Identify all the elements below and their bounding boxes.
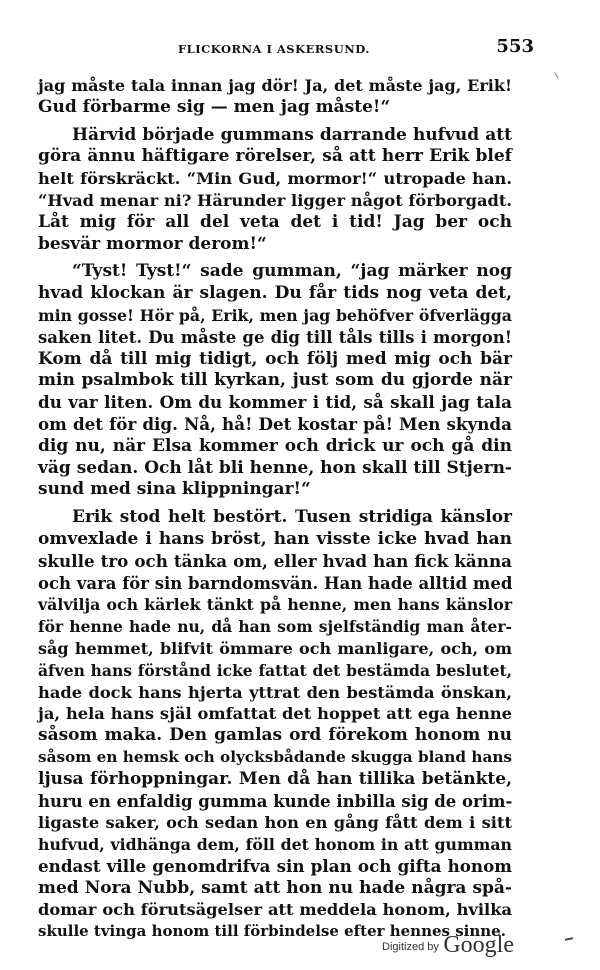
text-line: äfven hans förstånd icke fattat det bestämda beslutet, [38, 660, 512, 680]
text-line: min gosse! Hör på, Erik, men jag behöfver öfverlägga [38, 305, 512, 325]
text-line: Kom då till mig tidigt, och följ med mig och bär [38, 348, 512, 369]
text-line: om det för dig. Nå, hå! Det kostar på! Men skynda [38, 413, 512, 434]
text-line: väg sedan. Och låt bli henne, hon skall till Stjern- [38, 457, 512, 478]
text-line: saken litet. Du måste ge dig till tåls tills i morgon! [38, 327, 512, 347]
text-line: Låt mig för all del veta det i tid! Jag ber och [38, 211, 512, 232]
text-line: göra ännu häftigare rörelser, så att herr Erik blef [38, 146, 512, 167]
paragraph [38, 125, 512, 256]
text-line: skulle tvinga honom till förbindelse efter hennes sinne. [38, 922, 506, 941]
paragraph [38, 261, 512, 501]
page-number: 553 [496, 36, 534, 57]
text-line: domar och förutsägelser att meddela honom, hvilka [38, 900, 512, 920]
text-line: omvexlade i hans bröst, han visste icke hvad han [38, 528, 512, 549]
text-line: min psalmbok till kyrkan, just som du gjorde när [38, 370, 512, 391]
paragraph [38, 507, 512, 943]
text-line: såsom en hemsk och olycksbådande skugga bland hans [38, 747, 512, 766]
text-line: ljusa förhoppningar. Men då han tillika betänkte, [38, 768, 512, 789]
body-text [38, 75, 512, 943]
running-title: FLICKORNA I ASKERSUND. [178, 42, 370, 56]
text-line: du var liten. Om du kommer i tid, så skall jag tala [38, 392, 512, 413]
text-line: helt förskräckt. “Min Gud, mormor!“ utropade han. [38, 169, 512, 189]
text-line: huru en enfaldig gumma kunde inbilla sig de orim- [38, 791, 513, 811]
paragraph [38, 75, 512, 119]
text-line: såg hemmet, blifvit ömmare och manligare, och, om [38, 638, 512, 658]
digitized-by-label: Digitized by [382, 941, 439, 953]
text-line: Erik stod helt bestört. Tusen stridiga känslor [72, 507, 512, 528]
text-line: Gud förbarme sig — men jag måste!“ [38, 96, 391, 117]
text-line: för henne hade nu, då han som sjelfständig man åter- [38, 617, 512, 637]
google-logo: Google [443, 932, 514, 958]
text-line: “Hvad menar ni? Härunder ligger något förborgadt. [38, 190, 512, 210]
text-line: ligaste saker, och sedan hon en gång fått dem i sitt [38, 813, 512, 833]
text-line: dig nu, när Elsa kommer och drick ur och gå din [38, 435, 512, 456]
page-header [36, 36, 536, 60]
text-line: välvilja och kärlek tänkt på henne, men hans känslor [38, 595, 512, 615]
text-line: “Tyst! Tyst!“ sade gumman, “jag märker nog [72, 261, 512, 282]
text-line: och vara för sin barndomsvän. Han hade alltid med [38, 573, 513, 593]
text-line: jag måste tala innan jag dör! Ja, det måste jag, Erik! [38, 76, 512, 95]
text-line: hufvud, vidhänga dem, föll det honom in att gumman [38, 835, 512, 855]
text-line: sund med sina klippningar!“ [38, 479, 311, 500]
text-line: hvad klockan är slagen. Du får tids nog veta det, [38, 283, 512, 304]
text-line: endast ville genomdrifva sin plan och gifta honom [38, 855, 512, 876]
ink-speck [565, 937, 573, 941]
text-line: Härvid började gummans darrande hufvud att [72, 124, 512, 145]
text-line: besvär mormor derom!“ [38, 233, 267, 254]
ink-speck [554, 72, 558, 79]
text-line: skulle tro och tänka om, eller hvad han fick känna [38, 550, 512, 571]
text-line: ja, hela hans själ omfattat det hoppet att ega henne [38, 704, 512, 724]
text-line: såsom maka. Den gamlas ord förekom honom nu [38, 725, 512, 746]
text-line: hade dock hans hjerta yttrat den bestämda önskan, [38, 682, 512, 702]
text-line: med Nora Nubb, samt att hon nu hade några spå- [38, 877, 512, 898]
digitized-by-watermark [382, 932, 514, 962]
